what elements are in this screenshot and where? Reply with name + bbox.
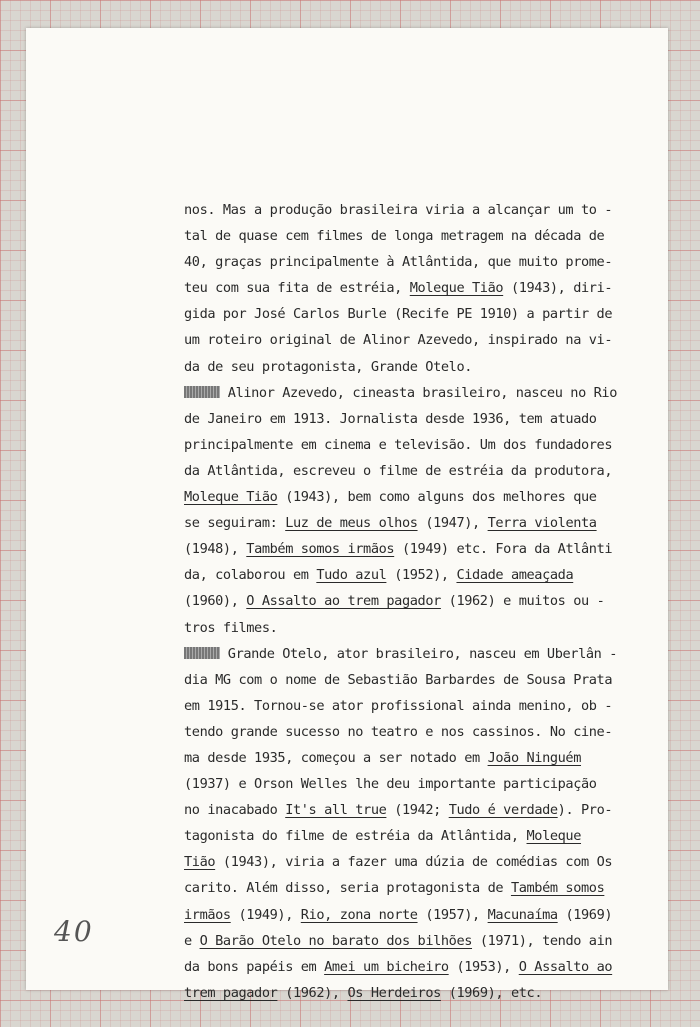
- text-segment: tagonista do filme de estréia da Atlântida,: [184, 828, 527, 845]
- handwritten-page-number: 40: [54, 915, 94, 948]
- underlined-title: João Ninguém: [487, 749, 582, 766]
- text-segment: carito. Além disso, seria protagonista de: [184, 880, 511, 897]
- text-segment: ma desde 1935, começou a ser notado em: [184, 749, 488, 766]
- text-segment: gida por José Carlos Burle (Recife PE 1910) a partir de: [184, 306, 613, 323]
- text-segment: 40, graças principalmente à Atlântida, que muito prome-: [184, 254, 613, 271]
- underlined-title: irmãos: [184, 906, 231, 923]
- text-line: [184, 249, 664, 275]
- text-segment: (1960),: [184, 593, 247, 610]
- text-segment: tros filmes.: [184, 619, 278, 636]
- text-segment: da Atlântida, escreveu o filme de estréia da produtora,: [184, 462, 613, 479]
- underlined-title: Tião: [184, 854, 216, 871]
- text-segment: (1953),: [448, 958, 519, 975]
- text-line: [184, 510, 664, 536]
- text-line: [184, 719, 664, 745]
- text-segment: nos. Mas a produção brasileira viria a alcançar um to -: [184, 202, 613, 218]
- underlined-title: Luz de meus olhos: [285, 515, 418, 532]
- text-segment: (1962),: [277, 984, 348, 1001]
- text-segment: (1952),: [386, 567, 457, 584]
- redacted-mark: [184, 386, 220, 398]
- text-segment: (1957),: [417, 906, 488, 923]
- text-segment: (1937) e Orson Welles lhe deu importante participação: [184, 776, 597, 793]
- text-segment: (1943), viria a fazer uma dúzia de comédias com Os: [215, 854, 613, 871]
- underlined-title: Cidade ameaçada: [456, 567, 574, 584]
- text-line: [184, 980, 664, 1006]
- underlined-title: Os Herdeiros: [347, 984, 441, 1001]
- text-line: [184, 588, 664, 614]
- text-segment: no inacabado: [184, 802, 286, 819]
- underlined-title: Também somos: [510, 880, 605, 897]
- text-line: [184, 354, 664, 380]
- text-segment: (1943), bem como alguns dos melhores que: [277, 489, 597, 506]
- text-line: [184, 197, 664, 223]
- text-segment: em 1915. Tornou-se ator profissional ainda menino, ob -: [184, 697, 613, 714]
- text-line: [184, 223, 664, 249]
- text-segment: (1942;: [386, 802, 449, 819]
- body-text: [184, 197, 664, 1006]
- underlined-title: Rio, zona norte: [300, 906, 418, 923]
- underlined-title: Moleque Tião: [184, 489, 278, 506]
- text-segment: e: [184, 932, 200, 949]
- underlined-title: O Barão Otelo no barato dos bilhões: [199, 932, 473, 949]
- text-line: [184, 693, 664, 719]
- underlined-title: Também somos irmãos: [246, 541, 395, 558]
- text-line: [184, 875, 664, 901]
- text-line: [184, 301, 664, 327]
- text-line: [184, 458, 664, 484]
- text-segment: principalmente em cinema e televisão. Um dos fundadores: [184, 436, 613, 453]
- underlined-title: O Assalto ao: [518, 958, 613, 975]
- underlined-title: O Assalto ao trem pagador: [246, 593, 441, 610]
- text-segment: (1971), tendo ain: [472, 932, 613, 949]
- underlined-title: Terra violenta: [487, 515, 597, 532]
- text-line: [184, 275, 664, 301]
- text-segment: tal de quase cem filmes de longa metragem na década de: [184, 228, 605, 245]
- text-segment: da de seu protagonista, Grande Otelo.: [184, 358, 473, 375]
- text-line: [184, 484, 664, 510]
- text-segment: (1948),: [184, 541, 247, 558]
- text-segment: Alinor Azevedo, cineasta brasileiro, nasceu no Rio: [220, 384, 617, 401]
- underlined-title: It's all true: [285, 802, 387, 819]
- text-line: [184, 380, 664, 406]
- underlined-title: Tudo azul: [316, 567, 387, 584]
- text-line: [184, 562, 664, 588]
- text-segment: teu com sua fita de estréia,: [184, 280, 410, 297]
- text-segment: se seguiram:: [184, 515, 286, 532]
- underlined-title: trem pagador: [184, 984, 278, 1001]
- text-segment: da bons papéis em: [184, 958, 325, 975]
- redacted-mark: [184, 647, 220, 659]
- text-line: [184, 641, 664, 667]
- text-segment: ). Pro-: [557, 802, 613, 819]
- text-segment: da, colaborou em: [184, 567, 317, 584]
- underlined-title: Moleque: [526, 828, 582, 845]
- text-line: [184, 849, 664, 875]
- text-line: [184, 615, 664, 641]
- text-line: [184, 745, 664, 771]
- underlined-title: Amei um bicheiro: [324, 958, 449, 975]
- text-segment: dia MG com o nome de Sebastião Barbardes de Sousa Prata: [184, 671, 613, 688]
- text-line: [184, 823, 664, 849]
- text-segment: tendo grande sucesso no teatro e nos cassinos. No cine-: [184, 723, 613, 740]
- typewritten-page: [26, 28, 668, 1001]
- text-segment: (1949) etc. Fora da Atlânti: [394, 541, 613, 558]
- text-line: [184, 902, 664, 928]
- text-line: [184, 797, 664, 823]
- text-segment: (1943), diri-: [503, 280, 613, 297]
- text-line: [184, 928, 664, 954]
- text-segment: um roteiro original de Alinor Azevedo, inspirado na vi-: [184, 332, 613, 349]
- text-segment: de Janeiro em 1913. Jornalista desde 1936, tem atuado: [184, 410, 597, 427]
- underlined-title: Tudo é verdade: [448, 802, 558, 819]
- underlined-title: Moleque Tião: [409, 280, 504, 297]
- text-segment: Grande Otelo, ator brasileiro, nasceu em Uberlân -: [220, 645, 617, 662]
- underlined-title: Macunaíma: [487, 906, 558, 923]
- text-line: [184, 771, 664, 797]
- text-line: [184, 327, 664, 353]
- text-line: [184, 406, 664, 432]
- text-segment: (1947),: [417, 515, 488, 532]
- text-segment: (1949),: [230, 906, 301, 923]
- text-segment: (1969): [557, 906, 613, 923]
- text-line: [184, 432, 664, 458]
- text-line: [184, 667, 664, 693]
- text-line: [184, 954, 664, 980]
- text-segment: (1962) e muitos ou -: [440, 593, 605, 610]
- text-line: [184, 536, 664, 562]
- text-segment: (1969), etc.: [440, 984, 543, 1001]
